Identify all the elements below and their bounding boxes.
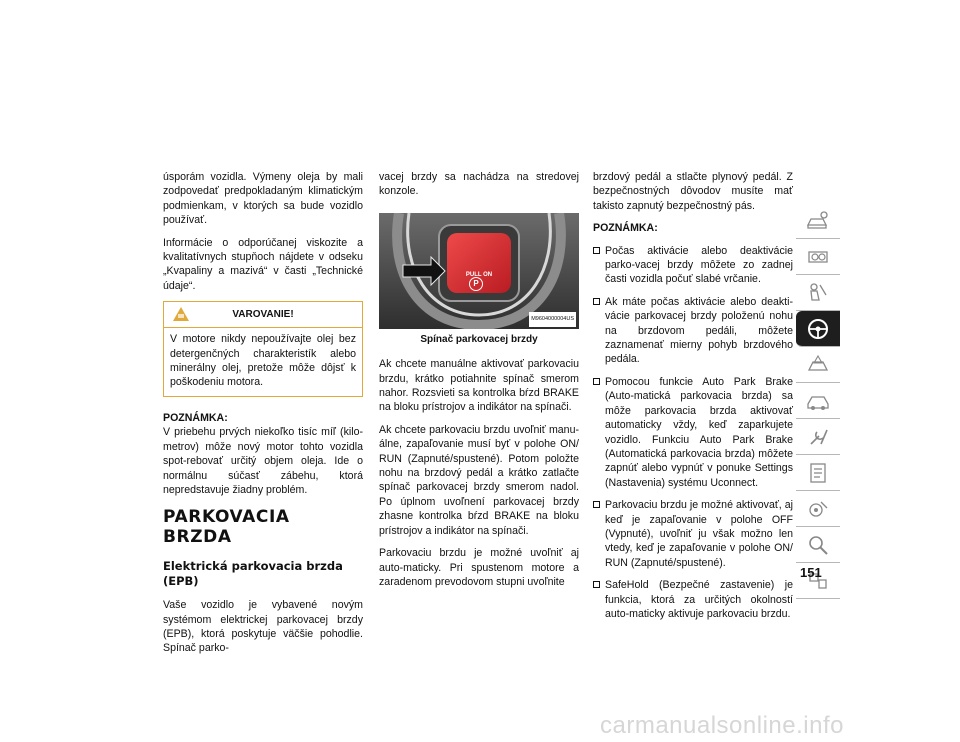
- airbag-safety-icon: [805, 280, 831, 306]
- page-number: 151: [800, 565, 822, 580]
- checkbox-bullet-icon: [593, 298, 600, 305]
- checkbox-bullet-icon: [593, 247, 600, 254]
- list-item: Počas aktivácie alebo deaktivácie parko-vacej brzdy môžete zo zadnej časti vozidla počuť slabé vrčanie.: [593, 244, 793, 287]
- photo-caption: Spínač parkovacej brzdy: [420, 333, 538, 345]
- paragraph: Vaše vozidlo je vybavené novým systémom elektrickej parkovacej brzdy (EPB), ktorá poskytuje väčšie pohodlie. Spínač parko-: [163, 599, 363, 655]
- warning-box: [163, 301, 363, 397]
- list-item: Parkovaciu brzdu je možné aktivovať, aj keď je zapaľovanie v polohe OFF (Vypnuté), uvoľniť ju však možno len vtedy, keď je zapaľovanie v polohe ON/ RUN (Zapnuté/spustené).: [593, 498, 793, 570]
- warning-header: [164, 302, 362, 328]
- specifications-icon: [805, 460, 831, 486]
- chapter-tab-active[interactable]: [796, 311, 840, 347]
- chapter-tab[interactable]: [796, 203, 840, 239]
- subsection-heading: Elektrická parkovacia brzda (EPB): [163, 559, 343, 588]
- column-1: [163, 170, 363, 664]
- image-code: M9604000004US: [529, 312, 576, 326]
- note-label: POZNÁMKA:: [593, 222, 658, 235]
- list-item: Ak máte počas aktivácie alebo deakti-vácie parkovacej brzdy položenú nohu na brzdovom pedáli, môžete zaznamenať mierny pohyb brzdového pedála.: [593, 295, 793, 367]
- chapter-tab[interactable]: [796, 383, 840, 419]
- parking-brake-switch-photo: [379, 213, 579, 329]
- checkbox-bullet-icon: [593, 581, 600, 588]
- maintenance-tools-icon: [805, 424, 831, 450]
- chapter-tab[interactable]: [796, 455, 840, 491]
- warning-text: V motore nikdy nepoužívajte olej bez detergenčných charakteristík alebo minerálny olej, pretože môže dôjsť k poškodeniu motora.: [170, 333, 356, 389]
- note-list: [593, 244, 793, 622]
- chapter-tab[interactable]: [796, 347, 840, 383]
- warning-title: VAROVANIE!: [232, 309, 294, 321]
- car-info-icon: [805, 208, 831, 234]
- checkbox-bullet-icon: [593, 501, 600, 508]
- chapter-tab[interactable]: [796, 527, 840, 563]
- paragraph: úsporám vozidla. Výmeny oleja by mali zodpovedať predpokladaným klimatickým podmienkam, v ktorých sa bude vozidlo používať.: [163, 171, 363, 227]
- watermark: carmanualsonline.info: [600, 712, 844, 739]
- steering-wheel-icon: [805, 316, 831, 342]
- chapter-tab[interactable]: [796, 419, 840, 455]
- paragraph: brzdový pedál a stlačte plynový pedál. Z bezpečnostných dôvodov musíte mať takisto zapnutý bezpečnostný pás.: [593, 171, 793, 212]
- car-service-icon: [805, 388, 831, 414]
- column-3: [593, 170, 793, 629]
- multimedia-icon: [805, 496, 831, 522]
- checkbox-bullet-icon: [593, 378, 600, 385]
- paragraph: vacej brzdy sa nachádza na stredovej konzole.: [379, 171, 579, 198]
- chapter-sidebar: [796, 203, 840, 599]
- search-index-icon: [805, 532, 831, 558]
- list-item: SafeHold (Bezpečné zastavenie) je funkcia, ktorá za určitých okolností auto-maticky aktivuje parkovaciu brzdu.: [593, 578, 793, 621]
- column-2: [379, 170, 579, 597]
- list-item: Pomocou funkcie Auto Park Brake (Auto-matická parkovacia brzda) sa môže parkovacia brzda aktivovať automaticky vždy, keď zaparkujete vozidlo. Funkciu Auto Park Brake (Automatická parkovacia brzda) môžete zapnúť alebo vypnúť v ponuke Settings (Nastavenia) systému Uconnect.: [593, 375, 793, 490]
- switch-label: PULL ON: [465, 271, 493, 278]
- parking-brake-symbol: P: [469, 277, 483, 291]
- paragraph: Informácie o odporúčanej viskozite a kvalitatívnych stupňoch nájdete v odseku „Kvapaliny a mazivá“ v časti „Technické údaje“.: [163, 236, 363, 292]
- section-heading: PARKOVACIA BRZDA: [163, 507, 290, 548]
- chapter-tab[interactable]: [796, 275, 840, 311]
- chapter-tab[interactable]: [796, 491, 840, 527]
- note-text: V priebehu prvých niekoľko tisíc míľ (kilo-metrov) môže nový motor tohto vozidla spot-rebovať určitý objem oleja. Ide o normálnu súčasť zábehu, ktorá nepredstavuje žiadny problém.: [163, 426, 363, 496]
- chapter-tab[interactable]: [796, 239, 840, 275]
- car-dashboard-icon: [805, 244, 831, 270]
- paragraph: Ak chcete parkovaciu brzdu uvoľniť manu-álne, zapaľovanie musí byť v polohe ON/ RUN (Zapnuté/spustené). Potom položte nohu na brzdový pedál a krátko zatlačte spínač parkovacej brzdy smerom nadol. Po úplnom uvoľnení parkovacej brzdy zhasne kontrolka bŕzd BRAKE na bloku prístrojov a indikátor na spínači.: [379, 423, 579, 537]
- paragraph: Ak chcete manuálne aktivovať parkovaciu brzdu, krátko potiahnite spínač smerom nahor. Rozsvieti sa kontrolka bŕzd BRAKE na bloku prístrojov a indikátor na spínači.: [379, 358, 579, 414]
- paragraph: Parkovaciu brzdu je možné uvoľniť aj auto-maticky. Pri spustenom motore a zaradenom prevodovom stupni uvoľnite: [379, 547, 579, 588]
- note-label: POZNÁMKA:: [163, 411, 228, 424]
- warning-lights-icon: [805, 352, 831, 378]
